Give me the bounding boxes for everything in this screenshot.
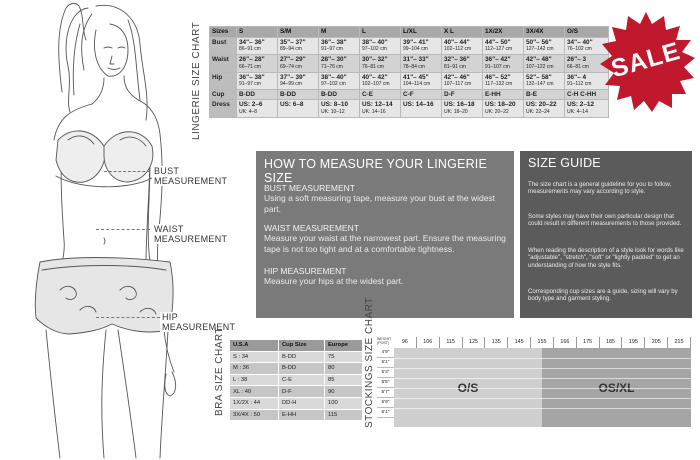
column-header: L	[360, 27, 401, 38]
table-cell: 90	[325, 386, 363, 398]
table-cell: 38"– 40" 97–102 cm	[319, 72, 360, 89]
size-region-osxl	[542, 348, 691, 427]
size-region-os	[394, 348, 542, 427]
column-header: Europe	[325, 340, 363, 352]
section-heading: HIP MEASUREMENT	[264, 266, 347, 276]
column-header: 1X/2X	[483, 27, 524, 38]
grid-line	[394, 398, 542, 399]
table-cell: US: 18–20 UK: 20–22	[483, 100, 524, 117]
column-header: U.S.A	[230, 340, 279, 352]
table-cell: 80	[325, 363, 363, 375]
weight-cell: 166	[554, 337, 577, 348]
grid-line	[542, 398, 691, 399]
sale-badge-text: SALE	[608, 36, 684, 84]
table-cell: B-DD	[319, 90, 360, 100]
height-cell: 5'3"	[377, 368, 394, 378]
table-cell: 26"– 28" 66–71 cm	[237, 55, 278, 72]
row-label: Waist	[210, 55, 237, 72]
grid-line	[542, 388, 691, 389]
size-guide-panel	[520, 151, 692, 318]
table-cell: 50"– 56" 127–142 cm	[524, 38, 565, 55]
size-os-label: O/S	[457, 381, 479, 395]
table-cell: L : 38	[230, 374, 279, 386]
waist-guide-line	[96, 229, 150, 230]
table-cell: 52"– 58" 132–147 cm	[524, 72, 565, 89]
column-header: M	[319, 27, 360, 38]
grid-line	[542, 408, 691, 409]
stockings-chart-title: STOCKINGS SIZE CHART	[364, 297, 375, 428]
weight-cell: 115	[440, 337, 463, 348]
weight-cell: 135	[485, 337, 508, 348]
column-header: 3X/4X	[524, 27, 565, 38]
grid-line	[394, 408, 542, 409]
height-cell: 4'9"	[377, 348, 394, 358]
bust-guide-line	[104, 171, 150, 172]
guide-paragraph: The size chart is a general guideline for you to follow, measurements may vary according to style.	[528, 181, 672, 196]
guide-paragraph: Some styles may have their own particular design that could result in different measurements to those provided.	[528, 213, 682, 228]
table-cell: 46"– 52" 117–132 cm	[483, 72, 524, 89]
weight-cell: 145	[508, 337, 531, 348]
table-cell: M : 36	[230, 363, 279, 375]
size-guide-title: SIZE GUIDE	[528, 156, 601, 170]
row-label: Cup	[210, 90, 237, 100]
bust-measurement-label: BUST MEASUREMENT	[152, 166, 255, 186]
table-cell: C-E	[360, 90, 401, 100]
weight-cell: 185	[600, 337, 623, 348]
grid-line	[394, 378, 542, 379]
row-label: Hip	[210, 72, 237, 89]
table-cell: 36"– 4 91–112 cm	[565, 72, 609, 89]
table-cell: 34"– 36" 86–91 cm	[237, 38, 278, 55]
stockings-size-chart	[377, 337, 691, 427]
table-row	[230, 409, 363, 421]
table-row	[230, 363, 363, 375]
table-cell: 36"– 42" 91–107 cm	[483, 55, 524, 72]
table-cell: US: 2–12 UK: 4–14	[565, 100, 609, 117]
table-cell: US: 16–18 UK: 18–20	[442, 100, 483, 117]
table-row	[210, 72, 609, 89]
table-cell: 37"– 39" 94–99 cm	[278, 72, 319, 89]
table-cell: 31"– 33" 78–84 cm	[401, 55, 442, 72]
grid-line	[542, 368, 691, 369]
weight-cell: 106	[417, 337, 440, 348]
grid-line	[394, 368, 542, 369]
table-row	[230, 397, 363, 409]
height-column	[377, 348, 394, 418]
table-cell: 100	[325, 397, 363, 409]
column-header: Cup Size	[279, 340, 325, 352]
table-cell: 40"– 44" 102–112 cm	[442, 38, 483, 55]
row-label: Bust	[210, 38, 237, 55]
table-row	[210, 90, 609, 100]
grid-line	[394, 358, 542, 359]
section-body: Using a soft measuring tape, measure your bust at the widest part.	[264, 193, 496, 214]
table-row	[230, 386, 363, 398]
grid-line	[394, 388, 542, 389]
table-cell: 85	[325, 374, 363, 386]
table-row	[210, 100, 609, 117]
table-cell: 38"– 40" 97–102 cm	[360, 38, 401, 55]
table-row	[210, 55, 609, 72]
table-cell: B-DD	[279, 363, 325, 375]
how-to-measure-panel	[256, 151, 514, 318]
table-cell: B-DD	[279, 351, 325, 363]
table-cell: 32"– 36" 81–91 cm	[442, 55, 483, 72]
table-cell: US: 12–14 UK: 14–16	[360, 100, 401, 117]
hip-guide-line	[96, 317, 160, 318]
bra-chart-title: BRA SIZE CHART	[214, 326, 225, 416]
height-cell: 5'5"	[377, 378, 394, 388]
table-cell: XL : 40	[230, 386, 279, 398]
table-row	[230, 351, 363, 363]
section-heading: BUST MEASUREMENT	[264, 183, 355, 193]
weight-row	[394, 337, 691, 348]
table-row	[210, 38, 609, 55]
height-cell: 5'1"	[377, 358, 394, 368]
size-osxl-label: OS/XL	[598, 381, 635, 395]
table-cell: D-F	[442, 90, 483, 100]
table-cell: 41"– 45" 104–114 cm	[401, 72, 442, 89]
lingerie-chart-title: LINGERIE SIZE CHART	[191, 21, 202, 140]
guide-paragraph: When reading the description of a style look for words like "adjustable", "stretch", "soft" or "lightly padded" to get an understanding of how the style fits.	[528, 247, 684, 269]
table-cell: 42"– 48" 107–122 cm	[524, 55, 565, 72]
table-cell: US: 20–22 UK: 22–24	[524, 100, 565, 117]
table-cell: 3X/4X : 50	[230, 409, 279, 421]
table-cell: 75	[325, 351, 363, 363]
waist-measurement-label: WAIST MEASUREMENT	[152, 224, 255, 244]
table-cell: 34"– 40" 76–102 cm	[565, 38, 609, 55]
height-cell: 5'9"	[377, 398, 394, 408]
table-cell: 36"– 38" 91–97 cm	[237, 72, 278, 89]
table-cell: B-E	[524, 90, 565, 100]
table-cell: C-E	[279, 374, 325, 386]
table-cell: US: 8–10 UK: 10–12	[319, 100, 360, 117]
weight-header: WEIGHT (POST)	[377, 337, 392, 345]
weight-cell: 215	[668, 337, 691, 348]
table-cell: 35"– 37" 89–94 cm	[278, 38, 319, 55]
table-cell: 39"– 41" 99–104 cm	[401, 38, 442, 55]
table-cell: C-H C-HH	[565, 90, 609, 100]
table-cell: 36"– 38" 91–97 cm	[319, 38, 360, 55]
weight-cell: 155	[531, 337, 554, 348]
section-heading: WAIST MEASUREMENT	[264, 223, 359, 233]
height-cell: 6'1"	[377, 408, 394, 418]
column-header: L/XL	[401, 27, 442, 38]
height-cell: 5'7"	[377, 388, 394, 398]
table-cell: 1X/2X : 44	[230, 397, 279, 409]
column-header: S	[237, 27, 278, 38]
table-cell: 40"– 42" 102–107 cm	[360, 72, 401, 89]
guide-paragraph: Corresponding cup sizes are a guide, sizing will vary by body type and garment styling.	[528, 288, 678, 303]
grid-line	[542, 378, 691, 379]
table-cell: B-DD	[278, 90, 319, 100]
hip-measurement-label: HIP MEASUREMENT	[160, 312, 255, 332]
weight-cell: 195	[622, 337, 645, 348]
table-cell: 26"– 3 66–81 cm	[565, 55, 609, 72]
table-cell: E-HH	[279, 409, 325, 421]
weight-cell: 125	[463, 337, 486, 348]
table-cell: D-F	[279, 386, 325, 398]
weight-cell: 175	[577, 337, 600, 348]
column-header: O/S	[565, 27, 609, 38]
section-body: Measure your waist at the narrowest part. Ensure the measuring tape is not too tight and at a comfortable tightness.	[264, 233, 506, 254]
how-to-measure-title: HOW TO MEASURE YOUR LINGERIE SIZE	[264, 157, 488, 185]
table-cell: US: 2–6 UK: 4–8	[237, 100, 278, 117]
row-label: Dress	[210, 100, 237, 117]
section-body: Measure your hips at the widest part.	[264, 276, 404, 286]
weight-cell: 96	[394, 337, 417, 348]
bra-size-chart	[229, 339, 363, 421]
table-row	[230, 374, 363, 386]
table-cell: US: 14–16	[401, 100, 442, 117]
table-cell: C-F	[401, 90, 442, 100]
table-cell: S : 34	[230, 351, 279, 363]
grid-line	[542, 358, 691, 359]
table-cell: 42"– 46" 107–117 cm	[442, 72, 483, 89]
table-cell: B-DD	[237, 90, 278, 100]
table-cell: 44"– 50" 112–127 cm	[483, 38, 524, 55]
lingerie-size-chart	[209, 26, 609, 118]
column-header: X L	[442, 27, 483, 38]
column-header: S/M	[278, 27, 319, 38]
column-header: Sizes	[210, 27, 237, 38]
table-cell: 115	[325, 409, 363, 421]
table-cell: 28"– 30" 71–76 cm	[319, 55, 360, 72]
weight-cell: 205	[645, 337, 668, 348]
table-cell: US: 6–8	[278, 100, 319, 117]
table-cell: 30"– 32" 76–81 cm	[360, 55, 401, 72]
table-cell: 27"– 29" 69–74 cm	[278, 55, 319, 72]
table-cell: E-HH	[483, 90, 524, 100]
table-cell: DD-H	[279, 397, 325, 409]
